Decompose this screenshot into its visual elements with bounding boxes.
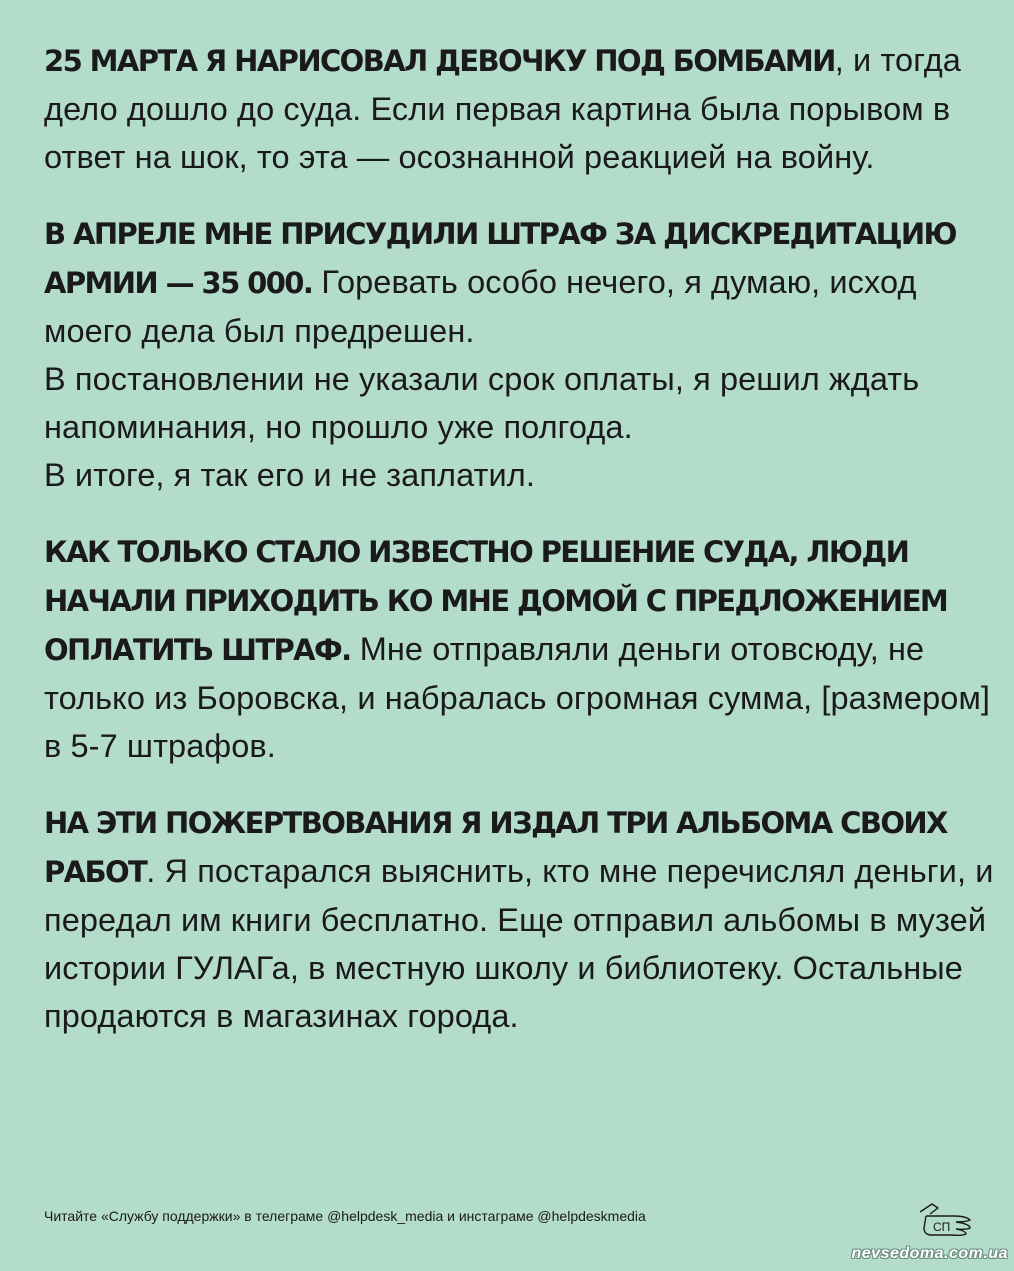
paragraph-4-lead: НА ЭТИ ПОЖЕРТВОВАНИЯ Я ИЗДАЛ ТРИ АЛЬБОМА СВОИХ РАБОТ (44, 806, 947, 889)
paragraph-3-lead: КАК ТОЛЬКО СТАЛО ИЗВЕСТНО РЕШЕНИЕ СУДА, ЛЮДИ НАЧАЛИ ПРИХОДИТЬ КО МНЕ ДОМОЙ С ПРЕДЛОЖЕНИЕМ ОПЛАТИТЬ ШТРАФ. (44, 535, 948, 667)
paragraph-4 (44, 798, 994, 1040)
paragraph-4-body: . Я постарался выяснить, кто мне перечислял деньги, и передал им книги бесплатно. Еще отправил альбомы в музей истории ГУЛАГа, в местную школу и библиотеку. Остальные продаются в магазинах города. (44, 853, 994, 1034)
paragraph-2-line-2: В постановлении не указали срок оплаты, я решил ждать напоминания, но прошло уже полгода. (44, 361, 920, 445)
paragraph-1-body: , и тогда дело дошло до суда. Если первая картина была порывом в ответ на шок, то эта — осознанной реакцией на войну. (44, 42, 961, 175)
paragraph-1 (44, 36, 994, 181)
paragraph-2-lead: В АПРЕЛЕ МНЕ ПРИСУДИЛИ ШТРАФ ЗА ДИСКРЕДИТАЦИЮ АРМИИ — 35 000. (44, 217, 956, 300)
paragraph-2-line-3: В итоге, я так его и не заплатил. (44, 457, 535, 493)
paragraph-1-lead: 25 МАРТА Я НАРИСОВАЛ ДЕВОЧКУ ПОД БОМБАМИ (44, 44, 835, 78)
footer-text: Читайте «Службу поддержки» в телеграме @helpdesk_media и инстаграме @helpdeskmedia (44, 1208, 646, 1224)
watermark: nevsedoma.com.ua (851, 1245, 1008, 1262)
paragraph-3 (44, 527, 994, 770)
hand-logo-icon (916, 1198, 976, 1238)
logo-text: СП (933, 1220, 951, 1234)
article-body (44, 36, 994, 1068)
paragraph-3-body: Мне отправляли деньги отовсюду, не только из Боровска, и набралась огромная сумма, [размером] в 5-7 штрафов. (44, 631, 991, 764)
paragraph-2-body: Горевать особо нечего, я думаю, исход моего дела был предрешен. (44, 264, 917, 349)
paragraph-2 (44, 209, 994, 499)
